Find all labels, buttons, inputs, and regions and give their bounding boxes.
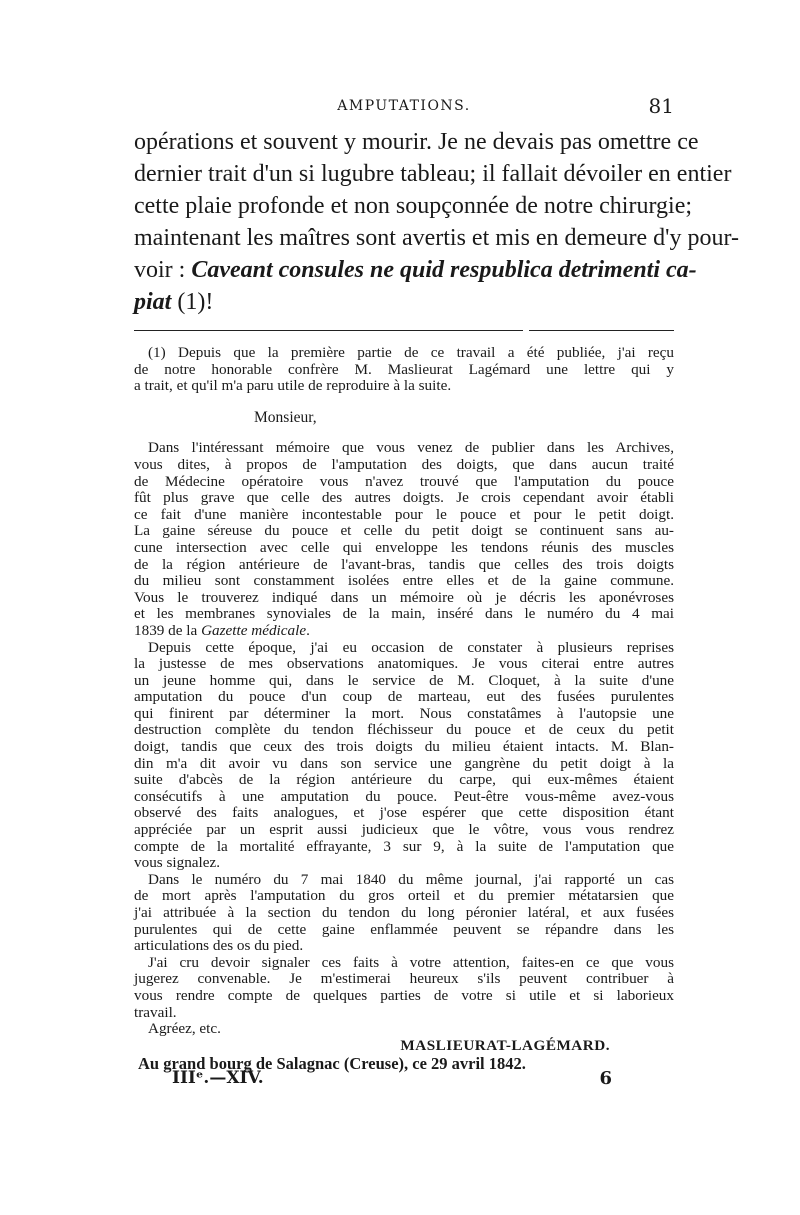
letter-fragment: . <box>306 621 310 639</box>
main-text-line: cette plaie profonde et non soupçonnée de notre chirurgie; <box>134 193 693 219</box>
letter-line: observé des faits analogues, et j'ose espérer que cette disposition étant <box>134 804 674 822</box>
letter-body <box>134 440 674 623</box>
letter-line <box>134 623 674 640</box>
page-header <box>134 92 674 122</box>
letter-place-date: Au grand bourg de Salagnac (Creuse), ce 29 avril 1842. <box>138 1054 526 1074</box>
footnote-line: a trait, et qu'il m'a paru utile de reproduire à la suite. <box>134 377 452 395</box>
letter-line: suite d'abcès de la région antérieure du carpe, qui eux-mêmes étaient <box>134 771 674 789</box>
letter-line: du milieu sont constamment isolées entre elles et de la gaine commune. <box>134 572 674 590</box>
letter-body <box>134 640 674 1038</box>
separator-rule <box>529 330 674 331</box>
letter-line: de Médecine opératoire vous n'avez trouvé que l'amputation du pouce <box>134 472 674 490</box>
gazette-title: Gazette médicale <box>201 621 307 639</box>
letter-line: amputation du pouce d'un coup de marteau, eut des fusées purulentes <box>134 688 674 706</box>
main-text-fragment: voir : <box>134 257 192 283</box>
letter-line: de la région antérieure de l'avant-bras, tandis que celles des trois doigts <box>134 555 674 573</box>
main-text <box>134 126 740 318</box>
letter-line: qui finirent par déterminer la mort. Nous constatâmes à l'autopsie une <box>134 704 674 722</box>
latin-quote: Caveant consules ne quid respublica detrimenti ca- <box>191 257 697 283</box>
letter-line: un jeune homme qui, dans le service de M. Cloquet, à la suite d'une <box>134 671 674 689</box>
letter-line: fût plus grave que celle des autres doigts. Je crois cependant avoir établi <box>134 489 674 507</box>
letter-line: cune intersection avec celle qui enveloppe les tendons réunis des muscles <box>134 538 674 556</box>
running-title: AMPUTATIONS. <box>337 98 471 114</box>
footnote-reference: (1)! <box>171 289 214 315</box>
letter-line: ce fait d'une manière incontestable pour le pouce et pour le petit doigt. <box>134 505 674 523</box>
letter-line: vous rendre compte de quelques parties de votre si utile et si laborieux <box>134 986 674 1004</box>
letter-line: Depuis cette époque, j'ai eu occasion de constater à plusieurs reprises <box>148 638 674 656</box>
letter-line: purulentes qui de cette gaine enflammée peuvent se répandre dans les <box>134 920 674 938</box>
letter-fragment: 1839 de la <box>134 621 202 639</box>
main-text-line <box>134 254 697 286</box>
letter-line: jugerez convenable. Je m'estimerai heureux s'ils peuvent contribuer à <box>134 970 674 988</box>
main-text-line: maintenant les maîtres sont avertis et mis en demeure d'y pour- <box>134 225 740 251</box>
letter-salutation: Monsieur, <box>254 408 317 426</box>
letter-line: consécutifs à une amputation du pouce. Peut-être vous-même avez-vous <box>134 787 674 805</box>
letter-line: Dans le numéro du 7 mai 1840 du même journal, j'ai rapporté un cas <box>148 870 674 888</box>
letter-line: vous signalez. <box>134 854 221 872</box>
page-footer <box>172 1068 612 1096</box>
letter-line: de mort après l'amputation du gros orteil et du premier métatarsien que <box>134 887 674 905</box>
main-text-line <box>134 286 674 318</box>
letter-line: j'ai attribuée à la section du tendon du long péronier latéral, et aux fusées <box>134 904 674 921</box>
separator-rule <box>134 330 523 331</box>
letter-line: articulations des os du pied. <box>134 937 304 955</box>
letter-signature: MASLIEURAT-LAGÉMARD. <box>400 1036 610 1054</box>
letter-line: doigt, tandis que ceux des trois doigts du milieu étaient intacts. M. Blan- <box>134 738 674 756</box>
footnote-line: (1) Depuis que la première partie de ce travail a été publiée, j'ai reçu <box>148 344 674 361</box>
footnote-line: de notre honorable confrère M. Maslieurat Lagémard une lettre qui y <box>134 360 674 378</box>
letter-line: compte de la mortalité effrayante, 3 sur 9, à la suite de l'amputation que <box>134 837 674 855</box>
page <box>134 92 740 1074</box>
footnote <box>134 345 674 1073</box>
footnote-separator <box>134 330 674 331</box>
letter-line: destruction complète du tendon fléchisseur du pouce et de ceux du petit <box>134 721 674 739</box>
main-text-line: opérations et souvent y mourir. Je ne devais pas omettre ce <box>134 129 699 155</box>
letter-line: appréciée par un esprit aussi judicieux que le vôtre, vous vous rendrez <box>134 821 674 839</box>
letter-line: vous dites, à propos de l'amputation des doigts, que dans aucun traité <box>134 455 674 473</box>
letter-line: Agréez, etc. <box>148 1020 221 1038</box>
letter-line: La gaine séreuse du pouce et celle du petit doigt se continuent sans au- <box>134 522 674 540</box>
signature-mark: IIIᵉ.—XIV. <box>172 1068 264 1088</box>
letter-line: Dans l'intéressant mémoire que vous venez de publier dans les Archives, <box>148 439 674 457</box>
letter-line: Vous le trouverez indiqué dans un mémoire où je décris les aponévroses <box>134 588 674 606</box>
letter-line: din m'a dit avoir vu dans son service une gangrène du petit doigt à la <box>134 754 674 772</box>
letter-line: J'ai cru devoir signaler ces faits à votre attention, faites-en ce que vous <box>148 953 674 971</box>
latin-quote-end: piat <box>134 289 172 315</box>
letter-line: la justesse de mes observations anatomiques. Je vous citerai entre autres <box>134 655 674 673</box>
sheet-number: 6 <box>599 1068 612 1089</box>
main-text-line: dernier trait d'un si lugubre tableau; il fallait dévoiler en entier <box>134 161 732 187</box>
letter-line: travail. <box>134 1003 177 1021</box>
letter-line: et les membranes synoviales de la main, inséré dans le numéro du 4 mai <box>134 605 674 623</box>
page-number: 81 <box>648 94 674 118</box>
